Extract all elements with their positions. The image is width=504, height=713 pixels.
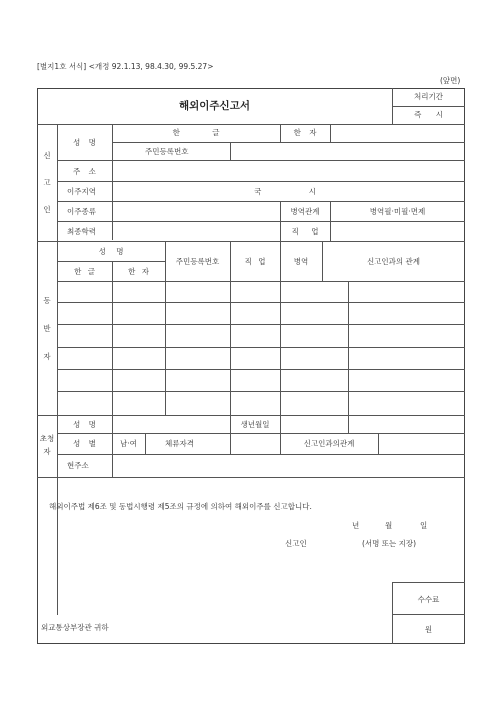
companion-hangul-label: 한 글: [74, 267, 95, 276]
declarant-label: 신고인: [285, 539, 307, 548]
companion-job-label: 직 업: [244, 257, 266, 266]
reporter-education-label: 최종학력: [67, 227, 96, 236]
processing-divider: [392, 106, 465, 107]
processing-period-label: 처리기간: [414, 92, 443, 101]
companion-section-char: 동: [43, 296, 51, 305]
form-frame: [37, 88, 465, 644]
inviter-sex-options: 남·여: [120, 439, 137, 448]
recipient: 외교통상부장관 귀하: [41, 623, 109, 632]
reporter-section-char: 인: [43, 205, 51, 214]
companion-section-char: 반: [43, 324, 51, 333]
inviter-sex-label: 성 별: [73, 439, 96, 448]
form-title: 해외이주신고서: [178, 100, 250, 112]
companion-relation-label: 신고인과의 관계: [366, 257, 421, 266]
inviter-relation-label: 신고인과의관계: [303, 439, 355, 448]
processing-period-value: 즉 시: [414, 110, 443, 119]
date-year: 년: [352, 521, 360, 530]
inviter-name-label: 성 명: [73, 420, 96, 429]
companion-section-char: 자: [43, 352, 51, 361]
inviter-section-char: 자: [43, 447, 51, 456]
reporter-military-label: 병역관계: [290, 207, 320, 216]
reporter-address-label: 주 소: [73, 167, 96, 176]
reporter-name-label: 성 명: [73, 138, 96, 147]
inviter-section-char: 초청: [39, 434, 55, 443]
inviter-birth-label: 생년월일: [240, 420, 270, 429]
reporter-section-char: 신: [43, 151, 51, 160]
reporter-destination-label: 이주지역: [67, 187, 96, 196]
companion-rrn-label: 주민등록번호: [175, 257, 220, 266]
reporter-section-char: 고: [43, 178, 51, 187]
reporter-country-city: 국 시: [254, 187, 316, 196]
reporter-rrn-label: 주민등록번호: [145, 147, 189, 156]
page-side-label: (앞면): [440, 76, 461, 85]
declaration-text: 해외이주법 제6조 및 동법시행령 제5조의 규정에 의하여 해외이주를 신고합니다.: [49, 502, 312, 511]
reporter-job-label: 직 업: [291, 227, 319, 236]
companion-military-label: 병역: [293, 257, 309, 266]
reporter-hanja-label: 한 자: [293, 128, 317, 137]
companion-name-label: 성 명: [98, 247, 124, 256]
title-bottom-line: [37, 124, 465, 125]
reporter-type-label: 이주종류: [67, 207, 96, 216]
inviter-status-label: 체류자격: [165, 439, 194, 448]
fee-label: 수수료: [417, 595, 440, 604]
inviter-address-label: 현주소: [67, 461, 89, 470]
reporter-hangul-label: 한 글: [172, 128, 220, 137]
date-day: 일: [420, 521, 428, 530]
companion-hanja-label: 한 자: [128, 267, 149, 276]
fee-unit: 원: [424, 625, 433, 634]
signature-note: (서명 또는 지장): [362, 539, 417, 548]
form-reference: [별지1호 서식] <개정 92.1.13, 98.4.30, 99.5.27>: [37, 62, 214, 71]
reporter-military-options: 병역필·미필·면제: [369, 207, 426, 216]
date-month: 월: [385, 521, 393, 530]
